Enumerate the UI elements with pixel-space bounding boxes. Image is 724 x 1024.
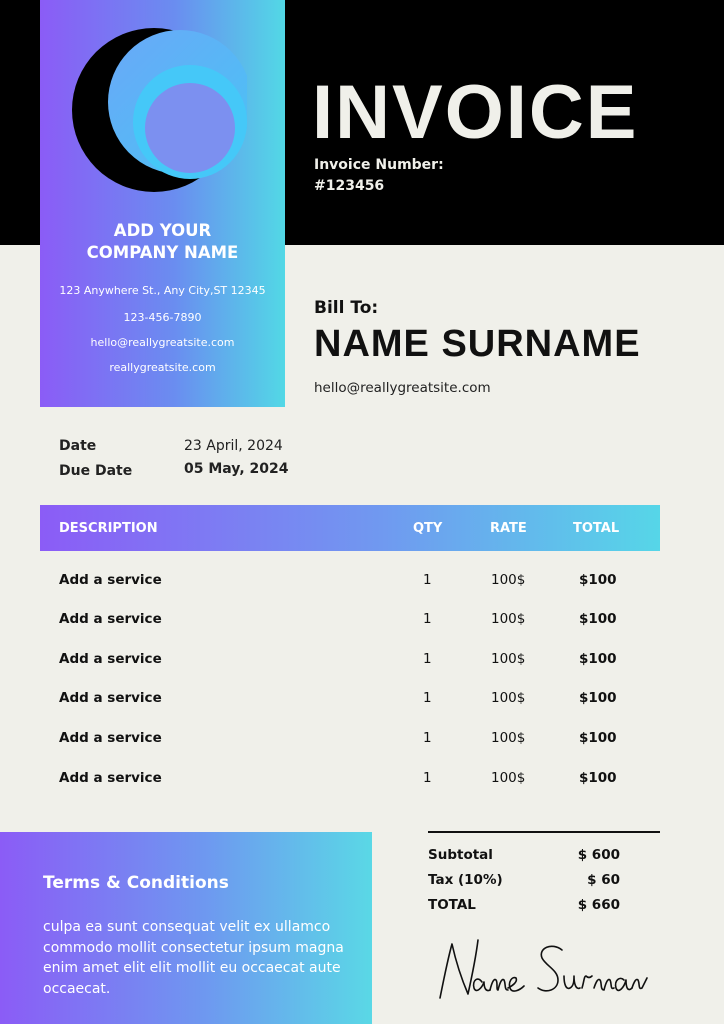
date-value: 23 April, 2024 <box>184 438 283 454</box>
date-label: Date <box>59 438 97 454</box>
table-row <box>0 651 724 675</box>
due-date-label: Due Date <box>59 463 133 479</box>
row-total: $100 <box>579 611 617 627</box>
row-qty: 1 <box>423 730 432 746</box>
table-row <box>0 690 724 714</box>
row-rate: 100$ <box>491 730 526 746</box>
company-name: ADD YOUR COMPANY NAME <box>86 221 239 262</box>
row-description: Add a service <box>59 730 162 746</box>
terms-title: Terms & Conditions <box>43 873 229 893</box>
total-value: $ 660 <box>577 897 620 913</box>
row-rate: 100$ <box>491 690 526 706</box>
tax-label: Tax (10%) <box>428 872 503 888</box>
row-total: $100 <box>579 730 617 746</box>
header-description: DESCRIPTION <box>59 521 158 536</box>
header-qty: QTY <box>413 521 443 536</box>
totals-divider <box>428 831 660 833</box>
row-qty: 1 <box>423 770 432 786</box>
signature <box>434 932 649 1004</box>
invoice-number-label: Invoice Number: <box>314 157 444 173</box>
row-qty: 1 <box>423 690 432 706</box>
row-total: $100 <box>579 572 617 588</box>
row-total: $100 <box>579 770 617 786</box>
invoice-number: #123456 <box>314 178 385 194</box>
due-date-value: 05 May, 2024 <box>184 461 289 477</box>
bill-to-label: Bill To: <box>314 298 379 318</box>
table-row <box>0 572 724 596</box>
company-panel <box>40 0 285 407</box>
company-email: hello@reallygreatsite.com <box>90 336 235 349</box>
table-header <box>40 505 660 551</box>
row-description: Add a service <box>59 651 162 667</box>
subtotal-label: Subtotal <box>428 847 493 863</box>
row-rate: 100$ <box>491 572 526 588</box>
company-address: 123 Anywhere St., Any City,ST 12345 <box>59 284 266 297</box>
row-total: $100 <box>579 690 617 706</box>
row-qty: 1 <box>423 572 432 588</box>
row-description: Add a service <box>59 770 162 786</box>
company-logo-icon <box>72 28 247 198</box>
bill-to-name: NAME SURNAME <box>314 323 641 365</box>
row-rate: 100$ <box>491 611 526 627</box>
table-row <box>0 770 724 794</box>
row-rate: 100$ <box>491 770 526 786</box>
terms-body: culpa ea sunt consequat velit ex ullamco commodo mollit consectetur ipsum magna enim amet elit elit mollit eu occaecat aute occaecat. <box>43 919 344 997</box>
table-row <box>0 730 724 754</box>
row-total: $100 <box>579 651 617 667</box>
table-row <box>0 611 724 635</box>
row-qty: 1 <box>423 611 432 627</box>
bill-to-email: hello@reallygreatsite.com <box>314 380 491 396</box>
row-description: Add a service <box>59 611 162 627</box>
company-website: reallygreatsite.com <box>109 361 216 374</box>
invoice-title: INVOICE <box>312 70 639 155</box>
row-qty: 1 <box>423 651 432 667</box>
company-phone: 123-456-7890 <box>123 311 202 324</box>
tax-value: $ 60 <box>587 872 620 888</box>
subtotal-value: $ 600 <box>577 847 620 863</box>
row-rate: 100$ <box>491 651 526 667</box>
row-description: Add a service <box>59 572 162 588</box>
header-rate: RATE <box>490 521 527 536</box>
header-total: TOTAL <box>573 521 620 536</box>
row-description: Add a service <box>59 690 162 706</box>
total-label: TOTAL <box>428 897 476 913</box>
terms-panel <box>0 832 372 1024</box>
